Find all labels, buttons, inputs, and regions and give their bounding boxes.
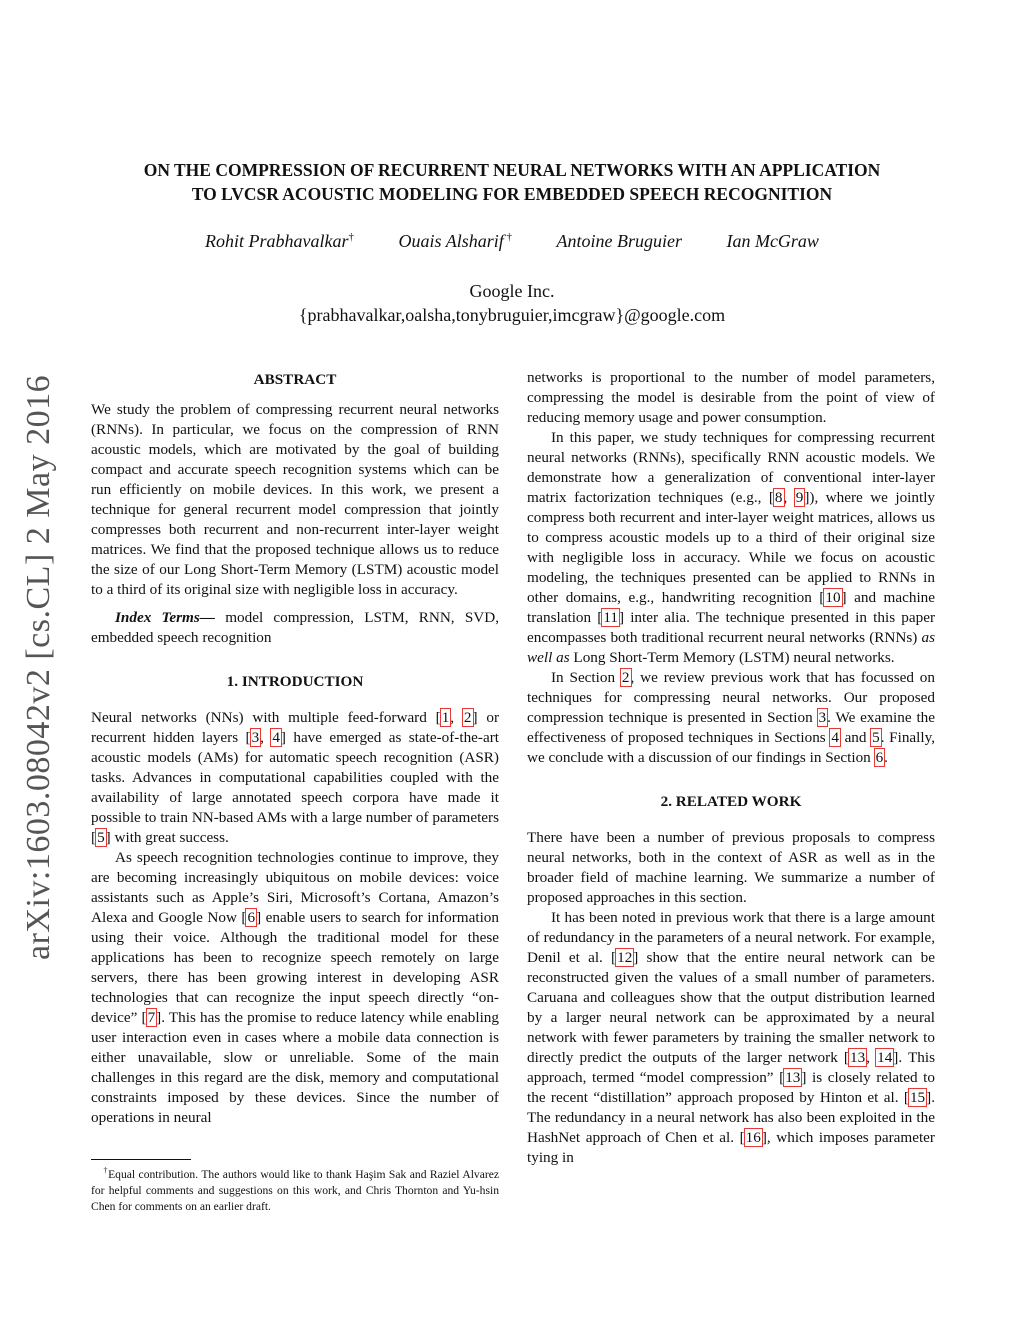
right-paragraph-5: It has been noted in previous work that there is a large amount of redundancy in the parameters of a neural network. For example, Denil et al. [12] show that the entire neural network can be reconstructed given the values of a small number of parameters. Caruana and colleagues show that the output distribution learned by a larger neural network can be approximated by a neural network with fewer parameters by training the smaller network to directly predict the outputs of the larger network [13, 14]. This approach, termed “model compression” [13] is closely related to the recent “distillation” approach proposed by Hinton et al. [15]. The redundancy in a neural network has also been exploited in the HashNet approach of Chen et al. [16], which imposes parameter tying in <box>527 909 935 1166</box>
citation-link[interactable]: 13 <box>785 1069 801 1086</box>
author-list <box>0 231 1024 252</box>
abstract-heading: ABSTRACT <box>253 371 337 388</box>
citation-link[interactable]: 9 <box>795 489 804 506</box>
intro-paragraph-2: As speech recognition technologies continue to improve, they are becoming increasingly ubiquitous on mobile devices: voice assistants such as Apple’s Siri, Microsoft’s Cortana, Amazon’s Alexa and Google Now [6] enable users to search for information using their voice. Although the traditional model for these applications has been to recognize speech remotely on large servers, there has been growing interest in developing ASR technologies that can recognize the input speech directly “on-device” [7]. This has the promise to reduce latency while enabling user interaction even in cases where a mobile data connection is either unavailable, slow or unreliable. Some of the main challenges in this regard are the disk, memory and computational constraints imposed by these devices. Since the number of operations in neural <box>91 849 499 1126</box>
citation-link[interactable]: 8 <box>774 489 783 506</box>
citation-link[interactable]: 14 <box>877 1049 893 1066</box>
citation-link[interactable]: 6 <box>247 909 256 926</box>
paper-title <box>60 158 964 206</box>
affiliation-block <box>0 279 1024 327</box>
related-work-heading: 2. RELATED WORK <box>660 793 802 810</box>
affiliation: Google Inc. <box>469 281 555 301</box>
author-2: Ouais Alsharif † <box>398 231 512 251</box>
index-terms: Index Terms— model compression, LSTM, RNN, SVD, embedded speech recognition <box>91 609 499 646</box>
section-link[interactable]: 4 <box>831 729 839 746</box>
citation-link[interactable]: 16 <box>745 1129 761 1146</box>
author-3: Antoine Bruguier <box>556 231 682 251</box>
section-link[interactable]: 6 <box>875 749 884 766</box>
introduction-heading: 1. INTRODUCTION <box>226 673 364 690</box>
author-emails: {prabhavalkar,oalsha,tonybruguier,imcgraw}@google.com <box>298 305 726 325</box>
citation-link[interactable]: 12 <box>617 949 633 966</box>
footnote-divider <box>91 1159 191 1160</box>
citation-link[interactable]: 7 <box>147 1009 156 1026</box>
citation-link[interactable]: 5 <box>97 829 105 846</box>
citation-link[interactable]: 10 <box>825 589 841 606</box>
section-link[interactable]: 5 <box>872 729 880 746</box>
section-link[interactable]: 2 <box>621 669 630 686</box>
author-4: Ian McGraw <box>726 231 819 251</box>
left-column <box>91 368 499 1128</box>
intro-paragraph-1: Neural networks (NNs) with multiple feed-forward [1, 2] or recurrent hidden layers [3, 4] have emerged as state-of-the-art acoustic models (AMs) for automatic speech recognition (ASR) tasks. Advances in computational capabilities coupled with the availability of large annotated speech corpora have made it possible to train NN-based AMs with a large number of parameters [5] with great success. <box>91 709 500 846</box>
citation-link[interactable]: 4 <box>272 729 280 746</box>
right-paragraph-1: networks is proportional to the number of model parameters, compressing the model is desirable from the point of view of reducing memory usage and power consumption. <box>527 369 935 426</box>
citation-link[interactable]: 2 <box>463 709 472 726</box>
footnote: †Equal contribution. The authors would like to thank Haşim Sak and Raziel Alvarez for helpful comments and suggestions on this work, and Chris Thornton and Yu-hsin Chen for comments on an earlier draft. <box>91 1166 500 1213</box>
right-paragraph-2: In this paper, we study techniques for compressing recurrent neural networks (RNNs), specifically RNN acoustic models. We demonstrate how a generalization of conventional inter-layer matrix factorization techniques (e.g., [8, 9]), where we jointly compress both recurrent and inter-layer weight matrices, allows us to compress acoustic models up to a third of their original size with negligible loss in accuracy. While we focus on acoustic modeling, the techniques presented can be applied to RNNs in other domains, e.g., handwriting recognition [10] and machine translation [11] inter alia. The technique presented in this paper encompasses both traditional recurrent neural networks (RNNs) as well as Long Short-Term Memory (LSTM) neural networks. <box>527 429 936 666</box>
citation-link[interactable]: 13 <box>849 1049 866 1066</box>
right-column <box>527 368 935 1168</box>
abstract-text: We study the problem of compressing recurrent neural networks (RNNs). In particular, we focus on the compression of RNN acoustic models, which are motivated by the goal of building compact and accurate speech recognition systems which can be run efficiently on mobile devices. In this work, we present a technique for general recurrent model compression that jointly compresses both recurrent and non-recurrent inter-layer weight matrices. We find that the proposed technique allows us to reduce the size of our Long Short-Term Memory (LSTM) acoustic model to a third of its original size with negligible loss in accuracy. <box>91 401 499 598</box>
right-paragraph-3: In Section 2, we review previous work that has focussed on techniques for compressing neural networks. Our proposed compression technique is presented in Section 3. We examine the effectiveness of proposed techniques in Sections 4 and 5. Finally, we conclude with a discussion of our findings in Section 6. <box>527 669 936 766</box>
title-line-1: ON THE COMPRESSION OF RECURRENT NEURAL NETWORKS WITH AN APPLICATION <box>143 160 881 180</box>
citation-link[interactable]: 3 <box>251 729 260 746</box>
arxiv-identifier: arXiv:1603.08042v2 [cs.CL] 2 May 2016 <box>20 374 57 960</box>
section-link[interactable]: 3 <box>818 709 827 726</box>
title-line-2: TO LVCSR ACOUSTIC MODELING FOR EMBEDDED SPEECH RECOGNITION <box>191 184 833 204</box>
right-paragraph-4: There have been a number of previous proposals to compress neural networks, both in the context of ASR as well as in the broader field of machine learning. We summarize a number of proposed approaches in this section. <box>527 829 935 906</box>
citation-link[interactable]: 11 <box>603 609 618 626</box>
citation-link[interactable]: 1 <box>441 709 450 726</box>
author-1: Rohit Prabhavalkar† <box>205 231 355 251</box>
citation-link[interactable]: 15 <box>909 1089 926 1106</box>
